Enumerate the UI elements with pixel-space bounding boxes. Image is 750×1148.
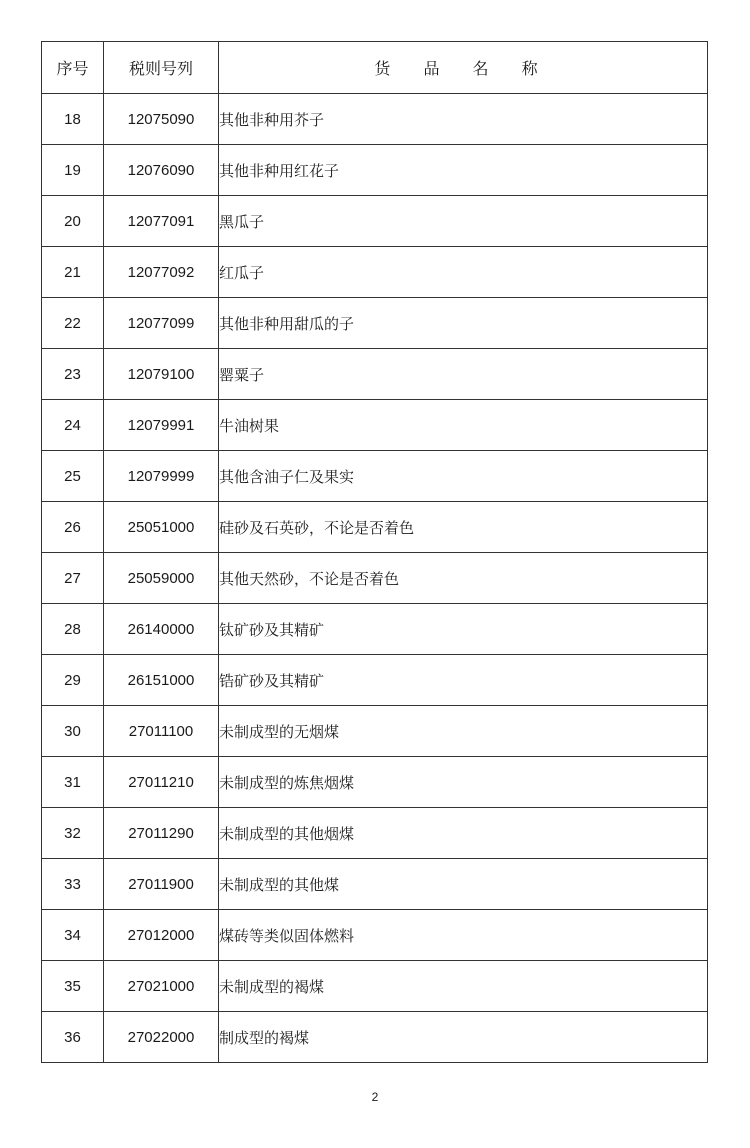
row-seq: 36 xyxy=(42,1012,104,1063)
row-tariff-code: 27011900 xyxy=(104,859,219,910)
row-tariff-code: 27011100 xyxy=(104,706,219,757)
row-tariff-code: 26140000 xyxy=(104,604,219,655)
row-seq: 31 xyxy=(42,757,104,808)
row-seq: 32 xyxy=(42,808,104,859)
table-row xyxy=(42,706,708,757)
row-tariff-code: 12075090 xyxy=(104,94,219,145)
row-tariff-code: 25059000 xyxy=(104,553,219,604)
row-goods-name: 其他非种用甜瓜的子 xyxy=(219,298,708,349)
row-tariff-code: 27022000 xyxy=(104,1012,219,1063)
row-goods-name: 黑瓜子 xyxy=(219,196,708,247)
row-tariff-code: 25051000 xyxy=(104,502,219,553)
row-seq: 25 xyxy=(42,451,104,502)
row-tariff-code: 26151000 xyxy=(104,655,219,706)
table-row xyxy=(42,655,708,706)
table-row xyxy=(42,961,708,1012)
row-goods-name: 煤砖等类似固体燃料 xyxy=(219,910,708,961)
row-seq: 28 xyxy=(42,604,104,655)
row-tariff-code: 12077099 xyxy=(104,298,219,349)
goods-table xyxy=(41,41,708,1063)
row-seq: 26 xyxy=(42,502,104,553)
table-row xyxy=(42,94,708,145)
table-row xyxy=(42,910,708,961)
table-row xyxy=(42,553,708,604)
row-goods-name: 其他含油子仁及果实 xyxy=(219,451,708,502)
row-seq: 27 xyxy=(42,553,104,604)
table-row xyxy=(42,757,708,808)
row-goods-name: 制成型的褐煤 xyxy=(219,1012,708,1063)
table-row xyxy=(42,859,708,910)
row-goods-name: 牛油树果 xyxy=(219,400,708,451)
row-goods-name: 罂粟子 xyxy=(219,349,708,400)
row-goods-name: 未制成型的炼焦烟煤 xyxy=(219,757,708,808)
row-goods-name: 钛矿砂及其精矿 xyxy=(219,604,708,655)
row-tariff-code: 27011210 xyxy=(104,757,219,808)
header-tariff-code: 税则号列 xyxy=(104,42,219,94)
row-goods-name: 未制成型的其他煤 xyxy=(219,859,708,910)
row-tariff-code: 27012000 xyxy=(104,910,219,961)
row-tariff-code: 12077091 xyxy=(104,196,219,247)
table-row xyxy=(42,349,708,400)
row-goods-name: 锆矿砂及其精矿 xyxy=(219,655,708,706)
row-seq: 35 xyxy=(42,961,104,1012)
table-row xyxy=(42,145,708,196)
row-seq: 33 xyxy=(42,859,104,910)
table-row xyxy=(42,451,708,502)
row-seq: 22 xyxy=(42,298,104,349)
row-goods-name: 红瓜子 xyxy=(219,247,708,298)
row-goods-name: 硅砂及石英砂，不论是否着色 xyxy=(219,502,708,553)
row-seq: 30 xyxy=(42,706,104,757)
table-row xyxy=(42,1012,708,1063)
table-row xyxy=(42,196,708,247)
row-goods-name: 其他非种用红花子 xyxy=(219,145,708,196)
table-row xyxy=(42,808,708,859)
row-seq: 29 xyxy=(42,655,104,706)
table-row xyxy=(42,247,708,298)
row-tariff-code: 12079100 xyxy=(104,349,219,400)
row-tariff-code: 27011290 xyxy=(104,808,219,859)
row-tariff-code: 27021000 xyxy=(104,961,219,1012)
row-seq: 34 xyxy=(42,910,104,961)
row-seq: 23 xyxy=(42,349,104,400)
row-goods-name: 其他非种用芥子 xyxy=(219,94,708,145)
row-seq: 21 xyxy=(42,247,104,298)
row-goods-name: 未制成型的褐煤 xyxy=(219,961,708,1012)
row-seq: 19 xyxy=(42,145,104,196)
table-row xyxy=(42,604,708,655)
row-tariff-code: 12079991 xyxy=(104,400,219,451)
table-body xyxy=(42,94,708,1063)
header-seq: 序号 xyxy=(42,42,104,94)
row-goods-name: 未制成型的其他烟煤 xyxy=(219,808,708,859)
row-goods-name: 未制成型的无烟煤 xyxy=(219,706,708,757)
table-header-row xyxy=(42,42,708,94)
row-tariff-code: 12079999 xyxy=(104,451,219,502)
row-seq: 20 xyxy=(42,196,104,247)
row-tariff-code: 12076090 xyxy=(104,145,219,196)
table-row xyxy=(42,400,708,451)
row-seq: 24 xyxy=(42,400,104,451)
row-seq: 18 xyxy=(42,94,104,145)
table-row xyxy=(42,502,708,553)
header-goods-name: 货 品 名 称 xyxy=(219,42,708,94)
page-number: 2 xyxy=(371,1090,379,1104)
row-tariff-code: 12077092 xyxy=(104,247,219,298)
row-goods-name: 其他天然砂，不论是否着色 xyxy=(219,553,708,604)
table-row xyxy=(42,298,708,349)
